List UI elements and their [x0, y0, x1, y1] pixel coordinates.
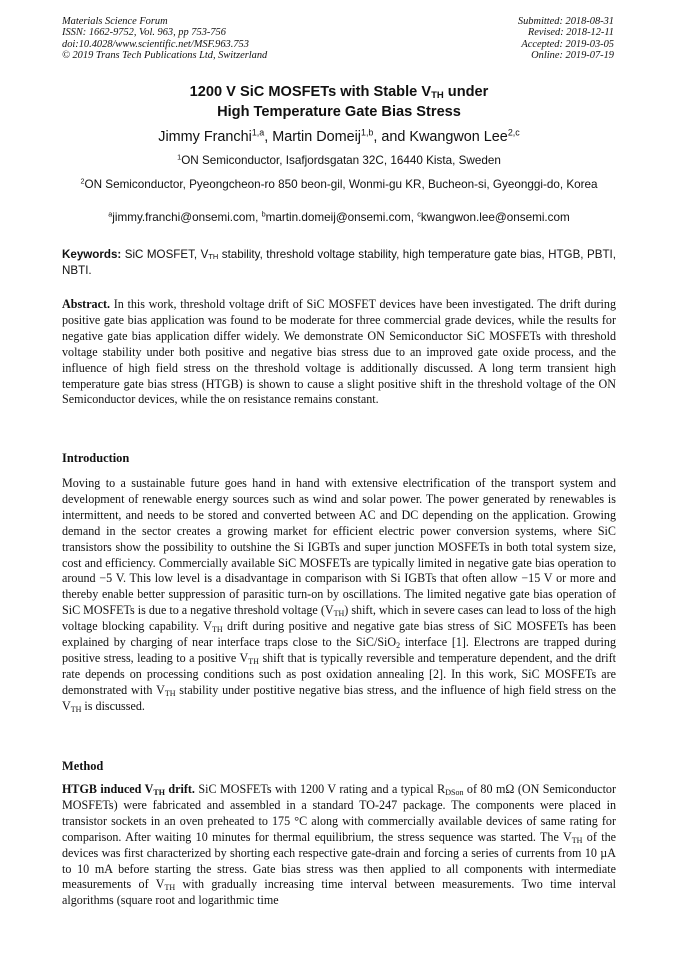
introduction-heading: Introduction [62, 451, 130, 465]
author-name: Kwangwon Lee [409, 129, 508, 145]
journal-info [62, 16, 267, 61]
journal-doi: doi:10.4028/www.scientific.net/MSF.963.753 [62, 38, 249, 50]
author-name: Martin Domeij [272, 129, 361, 145]
email-link[interactable]: kwangwon.lee@onsemi.com [420, 211, 570, 224]
date-accepted: Accepted: 2019-03-05 [521, 38, 614, 50]
email-link[interactable]: jimmy.franchi@onsemi.com [112, 211, 256, 224]
date-revised: Revised: 2018-12-11 [527, 27, 614, 39]
author-emails: $^a$jimmy.franchi@onsemi.com, $^b$martin.domeij@onsemi.com, $^c$kwangwon.lee@onsemi.com [108, 209, 570, 224]
affiliation-1: $^1$ON Semiconductor, Isafjordsgatan 32C, 16440 Kista, Sweden [177, 152, 501, 167]
journal-name: Materials Science Forum [62, 16, 168, 27]
date-submitted: Submitted: 2018-08-31 [517, 16, 614, 27]
paper-title: 1200 V SiC MOSFETs with Stable $V_{TH}$ under High Temperature Gate Bias Stress [189, 84, 489, 120]
method-heading: Method [62, 759, 104, 773]
author-name: Jimmy Franchi [158, 129, 252, 145]
method-paragraph: HTGB induced $V_{TH}$ drift. SiC MOSFETs with 1200 V rating and a typical $R_{DSon}$ of 80 mΩ (ON Semiconductor MOSFETs) were fabricated and assembled in a standard TO-247 package. The components were placed in transistor sockets in an oven preheated to 175 °C along with commercially available devices of same rating for comparison. After waiting 10 minutes for thermal equilibrium, the stress sequence was started. The $V_{TH}$ of the devices was first characterized by shorting each respective gate-drain and forcing a series of currents from 10 µA to 10 mA before starting the stress. Gate bias stress was then applied to all components with intermediate measurements of $V_{TH}$ with gradually increasing time interval between measurements. Two time interval algorithms (square root and logarithmic time [62, 782, 616, 908]
journal-issn: ISSN: 1662-9752, Vol. 963, pp 753-756 [62, 27, 226, 39]
author-list: Jimmy Franchi$^{1,a}$, Martin Domeij$^{1,b}$, and Kwangwon Lee$^{2,c}$ [158, 127, 520, 145]
method-subheading: HTGB induced $V_{TH}$ drift. [62, 782, 195, 797]
email-link[interactable]: martin.domeij@onsemi.com [265, 211, 411, 224]
keywords-label: Keywords: [62, 248, 122, 261]
abstract: Abstract. In this work, threshold voltage drift of SiC MOSFET devices have been investigated. The drift during positive gate bias application was found to be moderate for three commercial grade devices, while the results for negative gate bias application differ widely. We demonstrate ON Semiconductor SiC MOSFETs with threshold voltage stability under both positive and negative bias stress due to an improved gate oxide process, and the influence of high field stress on the threshold voltage is additionally discussed. A long term transient high temperature gate bias stress (HTGB) is shown to cause a slight positive shift in the threshold voltage of the ON Semiconductor devices, while the on resistance remains constant. [62, 297, 616, 407]
abstract-label: Abstract. [62, 297, 111, 311]
keywords: Keywords: SiC MOSFET, $V_{TH}$ stability, threshold voltage stability, high temperature gate bias, HTGB, PBTI, NBTI. [62, 248, 616, 277]
introduction-paragraph: Moving to a sustainable future goes hand in hand with extensive electrification of the transport system and development of renewable energy sources such as wind and solar power. The power generated by renewables is intermittent, and needs to be stored and converted between AC and DC depending on the application. Growing demand in the sector creates a growing market for efficient electric power conversion systems, where SiC transistors show the possibility to outshine the Si IGBTs and super junction MOSFETs in both total system size, cost and efficiency. Commercially available SiC MOSFETs are typically limited in negative gate bias operation to around −5 V. This low level is a disadvantage in comparison with Si IGBTs that often allow −15 V or more and thereby enable better suppression of parasitic turn-on by oscillations. The limited negative gate bias operation of SiC MOSFETs is due to a negative threshold voltage $(V_{TH})$ shift, which in severe cases can lead to loss of the high voltage blocking capability. $V_{TH}$ drift during positive and negative gate bias stress of SiC MOSFETs has been explained by charging of near interface traps close to the SiC/SiO$_2$ interface [1]. Electrons are trapped during positive stress, leading to a positive $V_{TH}$ shift that is typically reversible and temperature dependent, and the drift rate depends on processing conditions such as post oxidation annealing [2]. In this work, SiC MOSFETs are demonstrated with $V_{TH}$ stability under postitive negative bias stress, and the influence of high field stress on the $V_{TH}$ is discussed. [62, 476, 616, 714]
affiliation-2: $^2$ON Semiconductor, Pyeongcheon-ro 850 beon-gil, Wonmi-gu KR, Bucheon-si, Gyeonggi-do, Korea [80, 176, 598, 191]
publication-dates [518, 16, 614, 61]
date-online: Online: 2019-07-19 [531, 49, 614, 61]
journal-copyright: © 2019 Trans Tech Publications Ltd, Switzerland [62, 49, 268, 61]
